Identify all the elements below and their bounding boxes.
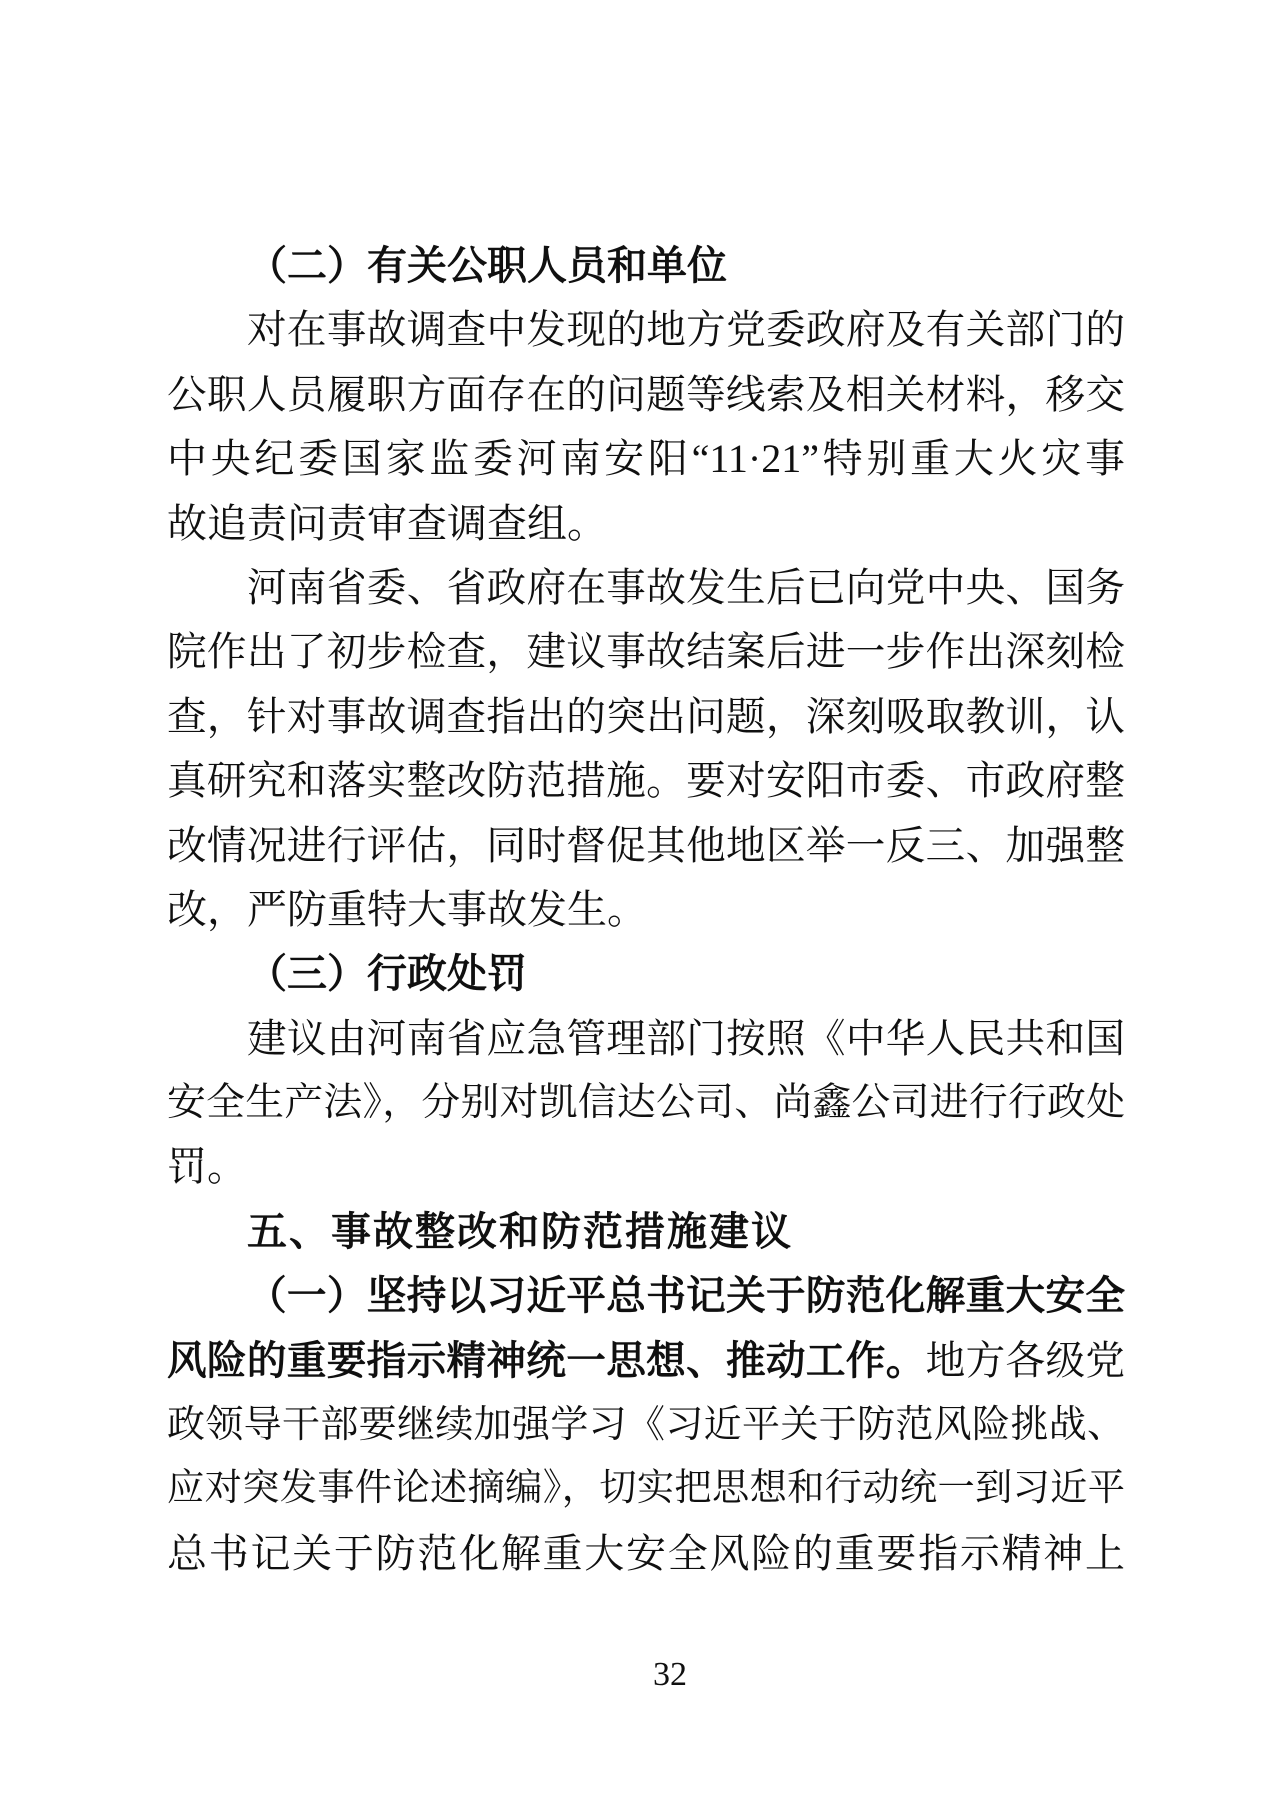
text-line	[167, 1522, 1125, 1586]
text-segment: 中央纪委国家监委河南安阳“11·21”特别重大火灾事	[167, 436, 1125, 482]
text-line	[167, 878, 1125, 942]
text-line	[167, 620, 1125, 684]
text-line	[167, 1007, 1125, 1071]
text-segment: 五、事故整改和防范措施建议	[247, 1209, 793, 1254]
text-segment: 对在事故调查中发现的地方党委政府及有关部门的	[247, 308, 1125, 353]
section-heading-2	[167, 234, 1125, 298]
text-line	[167, 427, 1125, 491]
text-segment: （二）有关公职人员和单位	[247, 243, 727, 288]
text-segment: 风险的重要指示精神统一思想、推动工作。	[167, 1338, 926, 1383]
subsection-heading-1	[167, 1264, 1125, 1328]
text-line	[167, 1393, 1125, 1457]
text-segment: 安全生产法》，分别对凯信达公司、尚鑫公司进行行政处	[167, 1081, 1125, 1125]
section-heading-3	[167, 942, 1125, 1006]
text-segment: 院作出了初步检查，建议事故结案后进一步作出深刻检	[167, 630, 1125, 675]
text-line	[167, 1457, 1125, 1521]
text-line	[167, 1329, 1125, 1393]
text-line	[167, 492, 1125, 556]
text-segment: 故追责问责审查调查组。	[167, 500, 607, 546]
text-line	[167, 1135, 1125, 1199]
text-line	[167, 363, 1125, 427]
text-segment: 建议由河南省应急管理部门按照《中华人民共和国	[247, 1016, 1125, 1061]
text-segment: 罚。	[167, 1144, 247, 1190]
text-segment: 地方各级党	[925, 1338, 1125, 1383]
text-segment: 公职人员履职方面存在的问题等线索及相关材料，移交	[167, 372, 1125, 417]
page-number: 32	[653, 1656, 687, 1693]
document-body	[167, 234, 1125, 1586]
text-line	[167, 814, 1125, 878]
text-segment: 应对突发事件论述摘编》，切实把思想和行动统一到习近平	[167, 1468, 1125, 1510]
text-line	[167, 1071, 1125, 1135]
text-segment: 查，针对事故调查指出的突出问题，深刻吸取教训，认	[167, 694, 1125, 739]
text-segment: 改情况进行评估，同时督促其他地区举一反三、加强整	[167, 823, 1125, 868]
text-segment: 政领导干部要继续加强学习《习近平关于防范风险挑战、	[167, 1404, 1125, 1447]
text-segment: 总书记关于防范化解重大安全风险的重要指示精神上	[167, 1530, 1125, 1576]
text-line	[167, 685, 1125, 749]
text-line	[167, 298, 1125, 362]
text-segment: 河南省委、省政府在事故发生后已向党中央、国务	[247, 565, 1125, 610]
text-segment: （一）坚持以习近平总书记关于防范化解重大安全	[247, 1274, 1125, 1319]
text-line	[167, 556, 1125, 620]
text-segment: （三）行政处罚	[247, 951, 527, 997]
section-heading-5	[167, 1200, 1125, 1264]
text-line	[167, 749, 1125, 813]
text-segment: 改，严防重特大事故发生。	[167, 886, 647, 932]
text-segment: 真研究和落实整改防范措施。要对安阳市委、市政府整	[167, 759, 1125, 804]
